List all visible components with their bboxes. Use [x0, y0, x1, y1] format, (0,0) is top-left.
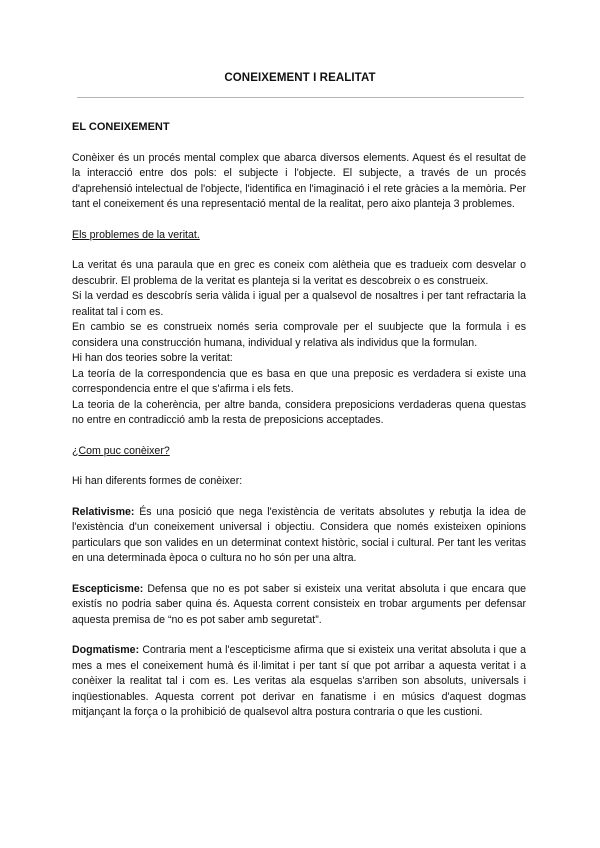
form-term: Dogmatisme:: [72, 644, 140, 656]
title-divider: [77, 97, 524, 98]
form-escepticisme: [72, 582, 526, 629]
intro-paragraph: Conèixer és un procés mental complex que abarca diversos elements. Aquest és el resultat de la interacció entre dos pols: el subjecte i l'objecte. El subjecte, a través de un procés d'aprehensió intelectual de l'objecte, l'identifica en l'imaginació i el rete gràcies a la memòria. Per tant el coneixement és una representació mental de la realitat, pero aixo planteja 3 problemes.: [72, 151, 526, 210]
problems-heading: Els problemes de la veritat.: [72, 228, 200, 241]
problems-paragraph: En cambio se es construeix només seria comprovale per el suubjecte que la formula i es considera una construcción humana, individual y relativa als individus que la formulan.: [72, 321, 526, 349]
how-heading: ¿Com puc conèixer?: [72, 444, 170, 457]
page-title: CONEIXEMENT I REALITAT: [224, 72, 376, 84]
section-heading: EL CONEIXEMENT: [72, 121, 170, 133]
form-term: Escepticisme:: [72, 582, 144, 595]
form-relativisme: [72, 505, 526, 567]
form-dogmatisme: [72, 643, 526, 721]
problems-paragraph: La teoría de la correspondencia que es basa en que una preposic es verdadera si existe una correspondencia entre el que s'afirma i els fets.: [72, 367, 526, 395]
how-intro: Hi han diferents formes de conèixer:: [72, 475, 243, 487]
problems-paragraph: La veritat és una paraula que en grec es coneix com alètheia que es tradueix com desvelar o descubrir. El problema de la veritat es planteja si la veritat es descobreix o es construeix.: [72, 259, 526, 287]
problems-paragraph: Hi han dos teories sobre la veritat:: [72, 352, 233, 364]
document-body: [72, 120, 526, 721]
form-text: Contraria ment a l'escepticisme afirma que si existeix una veritat absoluta i que a mes a mes el coneixement humà és il·limitat i per tant sí que pot arribar a aquesta veritat i a conèixer la realitat tal i com es. Les veritas ala esquelas s'arriben son absoluts, universals i inqüestionables. Aquesta corrent pot derivar en fanatisme i en músics d'aquest dogmas mitjançant la força o la prohibició de qualsevol altra postura contraria o que les custioni.: [72, 644, 526, 718]
problems-paragraph: Si la verdad es descobrís seria vàlida i igual per a qualsevol de nosaltres i per tant refractaria la realitat tal i com es.: [72, 290, 526, 318]
problems-paragraph: La teoria de la coherència, per altre banda, considera preposicions verdaderas quena questas no entre en contradicció amb la resta de preposicions acceptades.: [72, 398, 526, 426]
form-text: Defensa que no es pot saber si existeix una veritat absoluta i que encara que existís no podria saber quina és. Aquesta corrent consisteix en trobar arguments per defensar aquesta premisa de “no es pot saber amb seguretat”.: [72, 582, 526, 626]
form-text: És una posició que nega l'existència de veritats absolutes y rebutja la idea de l'existència d'un coneixement universal i objectiu. Considera que només existeixen opinions particulars que son valides en un determinat context històric, social i cultural. Per tant les veritas en una determinada època o cultura no ho són per una altra.: [72, 505, 526, 564]
form-term: Relativisme:: [72, 505, 135, 518]
